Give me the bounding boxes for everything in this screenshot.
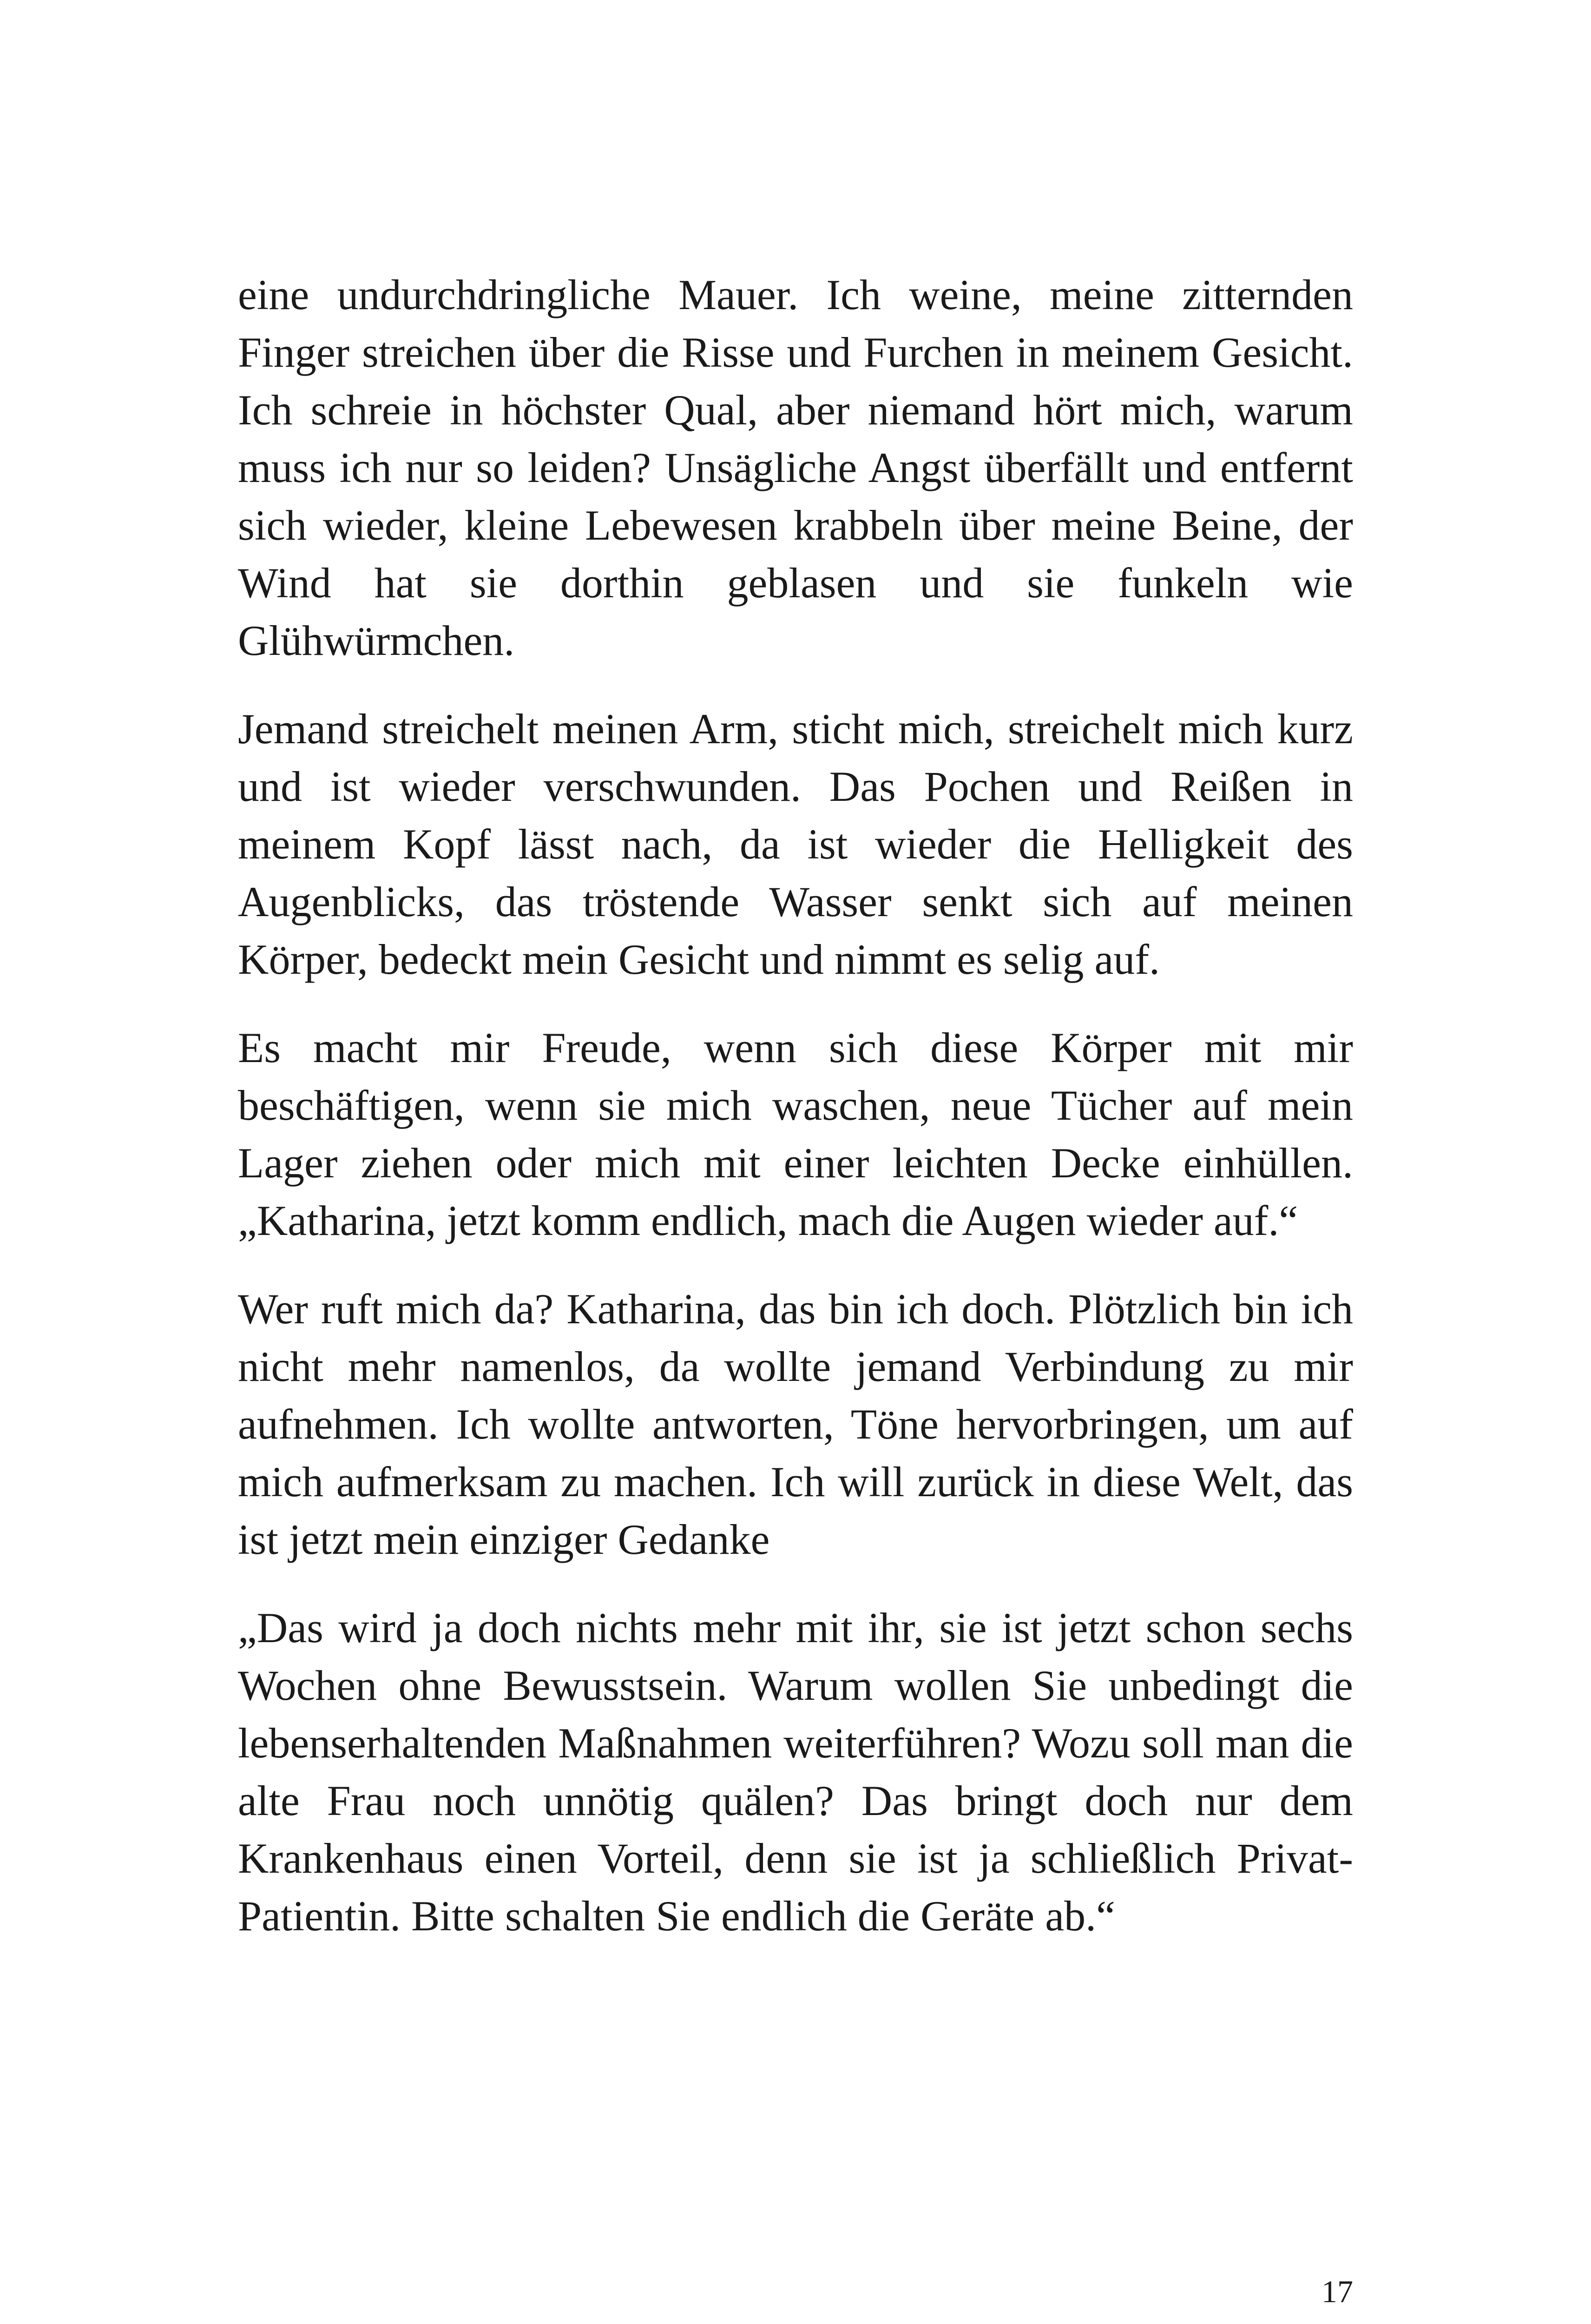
paragraph-4: Wer ruft mich da? Katharina, das bin ich doch. Plötzlich bin ich nicht mehr namenlos, da wollte jemand Verbindung zu mir aufnehmen. Ich wollte antworten, Töne hervorbringen, um auf mich aufmerksam zu machen. Ich will zurück in diese Welt, das ist jetzt mein einziger Gedanke <box>238 1285 1353 1563</box>
body-text <box>238 266 1353 1945</box>
page-number: 17 <box>1321 2274 1353 2309</box>
paragraph-2: Jemand streichelt meinen Arm, sticht mich, streichelt mich kurz und ist wieder verschwunden. Das Pochen und Reißen in meinem Kopf lässt nach, da ist wieder die Helligkeit des Augenblicks, das tröstende Wasser senkt sich auf meinen Körper, bedeckt mein Gesicht und nimmt es selig auf. <box>238 705 1353 983</box>
paragraph-1: eine undurchdringliche Mauer. Ich weine, meine zitternden Finger streichen über die Risse und Furchen in meinem Gesicht. Ich schreie in höchster Qual, aber niemand hört mich, warum muss ich nur so leiden? Unsägliche Angst überfällt und entfernt sich wieder, kleine Lebewesen krabbeln über meine Beine, der Wind hat sie dorthin geblasen und sie funkeln wie Glühwürmchen. <box>238 271 1353 664</box>
paragraph-3: Es macht mir Freude, wenn sich diese Körper mit mir beschäftigen, wenn sie mich waschen, neue Tücher auf mein Lager ziehen oder mich mit einer leichten Decke einhüllen. „Katharina, jetzt komm endlich, mach die Augen wieder auf.“ <box>238 1024 1353 1244</box>
paragraph-5: „Das wird ja doch nichts mehr mit ihr, sie ist jetzt schon sechs Wochen ohne Bewusstsein. Warum wollen Sie unbedingt die lebenserhaltenden Maßnahmen weiterführen? Wozu soll man die alte Frau noch unnötig quälen? Das bringt doch nur dem Krankenhaus einen Vorteil, denn sie ist ja schließlich Privat-Patientin. Bitte schalten Sie endlich die Geräte ab.“ <box>238 1604 1353 1940</box>
